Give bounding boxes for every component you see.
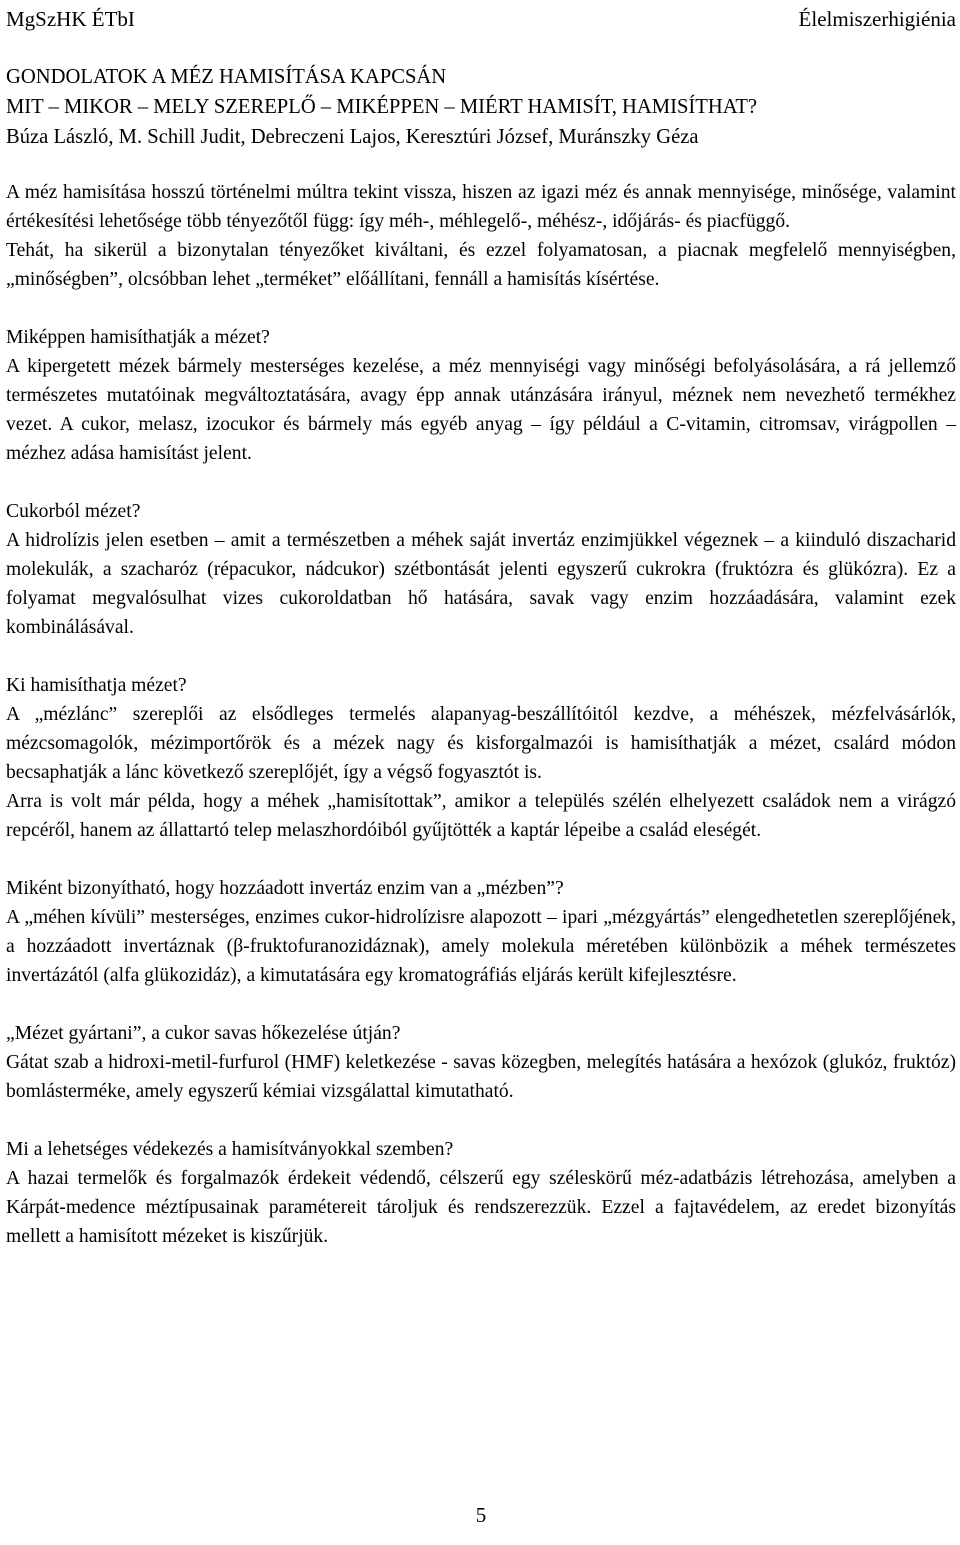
article-title: GONDOLATOK A MÉZ HAMISÍTÁSA KAPCSÁN (6, 66, 447, 88)
document-page (6, 0, 956, 1545)
header-left-text: MgSzHK ÉTbI (6, 7, 135, 31)
article-subtitle: MIT – MIKOR – MELY SZEREPLŐ – MIKÉPPEN – MIÉRT HAMISÍT, HAMISÍTHAT? (6, 96, 758, 118)
intro-paragraph-2: Tehát, ha sikerül a bizonytalan tényezőket kiváltani, és ezzel folyamatosan, a piacnak megfelelő mennyiségben, „minőségben”, olcsóbban lehet „terméket” előállítani, fennáll a hamisítás kísértése. (6, 240, 956, 290)
section-gap (6, 1106, 956, 1135)
section-heading-invertase: Miként bizonyítható, hogy hozzáadott invertáz enzim van a „mézben”? (6, 878, 564, 899)
section-how-paragraph: A kipergetett mézek bármely mesterséges kezelése, a méz mennyiségi vagy minőségi befolyásolására, a rá jellemző természetes mutatóinak megváltoztatására, avagy épp annak utánzására irányul, méznek nem nevezhető termékhez vezet. A cukor, melasz, izocukor és bármely más egyéb anyag – így például a C-vitamin, citromsav, virágpollen – mézhez adása hamisítást jelent. (6, 356, 956, 464)
article-body (6, 178, 956, 1251)
article-title-block (6, 62, 956, 152)
section-heading-sugar: Cukorból mézet? (6, 501, 141, 522)
header-right-text: Élelmiszerhigiénia (798, 7, 956, 31)
section-gap (6, 468, 956, 497)
section-sugar-paragraph: A hidrolízis jelen esetben – amit a természetben a méhek saját invertáz enzimjükkel végeznek – a kiinduló diszacharid molekulák, a szacharóz (répacukor, nádcukor) szétbontását jelenti egyszerű cukrokra (fruktózra és glükózra). Ez a folyamat megvalósulhat vizes cukoroldatban hő hatására, savak vagy enzim hozzáadására, valamint ezek kombinálásával. (6, 530, 956, 638)
section-gap (6, 845, 956, 874)
section-heading-who: Ki hamisíthatja mézet? (6, 675, 187, 696)
section-gap (6, 990, 956, 1019)
section-who-paragraph-1: A „mézlánc” szereplői az elsődleges termelés alapanyag-beszállítóitól kezdve, a méhészek, mézfelvásárlók, mézcsomagolók, mézimportőrök és a mézek nagy és kisforgalmazói is hamisíthatják a mézet, csalárd módon becsaphatják a lánc következő szereplőjét, így a végső fogyasztót is. (6, 704, 956, 783)
section-heading-how: Miképpen hamisíthatják a mézet? (6, 327, 270, 348)
section-heading-acid: „Mézet gyártani”, a cukor savas hőkezelése útján? (6, 1023, 401, 1044)
section-defense-paragraph: A hazai termelők és forgalmazók érdekeit védendő, célszerű egy széleskörű méz-adatbázis létrehozása, amelyben a Kárpát-medence méztípusainak paramétereit tároljuk és rendszerezzük. Ezzel a fajtavédelem, az eredet bizonyítás mellett a hamisított mézeket is kiszűrjük. (6, 1168, 956, 1247)
article-authors: Búza László, M. Schill Judit, Debreczeni Lajos, Keresztúri József, Muránszky Géza (6, 126, 699, 148)
section-invertase-paragraph: A „méhen kívüli” mesterséges, enzimes cukor-hidrolízisre alapozott – ipari „mézgyártás” elengedhetetlen szereplőjének, a hozzáadott invertáznak (β-fruktofuranozidáznak), amely molekula méretében különbözik a méhek természetes invertázától (alfa glükozidáz), a kimutatására egy kromatográfiás eljárás került kifejlesztésre. (6, 907, 956, 986)
section-who-paragraph-2: Arra is volt már példa, hogy a méhek „hamisítottak”, amikor a település szélén elhelyezett családok nem a virágzó repcéről, hanem az állattartó telep melaszhordóiból gyűjtötték a kaptár lépeibe a család eleségét. (6, 791, 956, 841)
page-number: 5 (475, 1503, 487, 1527)
intro-paragraph-1: A méz hamisítása hosszú történelmi múltra tekint vissza, hiszen az igazi méz és annak mennyisége, minősége, valamint értékesítési lehetősége több tényezőtől függ: így méh-, méhlegelő-, méhész-, időjárás- és piacfüggő. (6, 182, 956, 232)
page-header (6, 4, 956, 34)
section-acid-paragraph: Gátat szab a hidroxi-metil-furfurol (HMF) keletkezése - savas közegben, melegítés hatására a hexózok (glukóz, fruktóz) bomlásterméke, amely egyszerű kémiai vizsgálattal kimutatható. (6, 1052, 956, 1102)
section-heading-defense: Mi a lehetséges védekezés a hamisítványokkal szemben? (6, 1139, 454, 1160)
section-gap (6, 294, 956, 323)
section-gap (6, 642, 956, 671)
